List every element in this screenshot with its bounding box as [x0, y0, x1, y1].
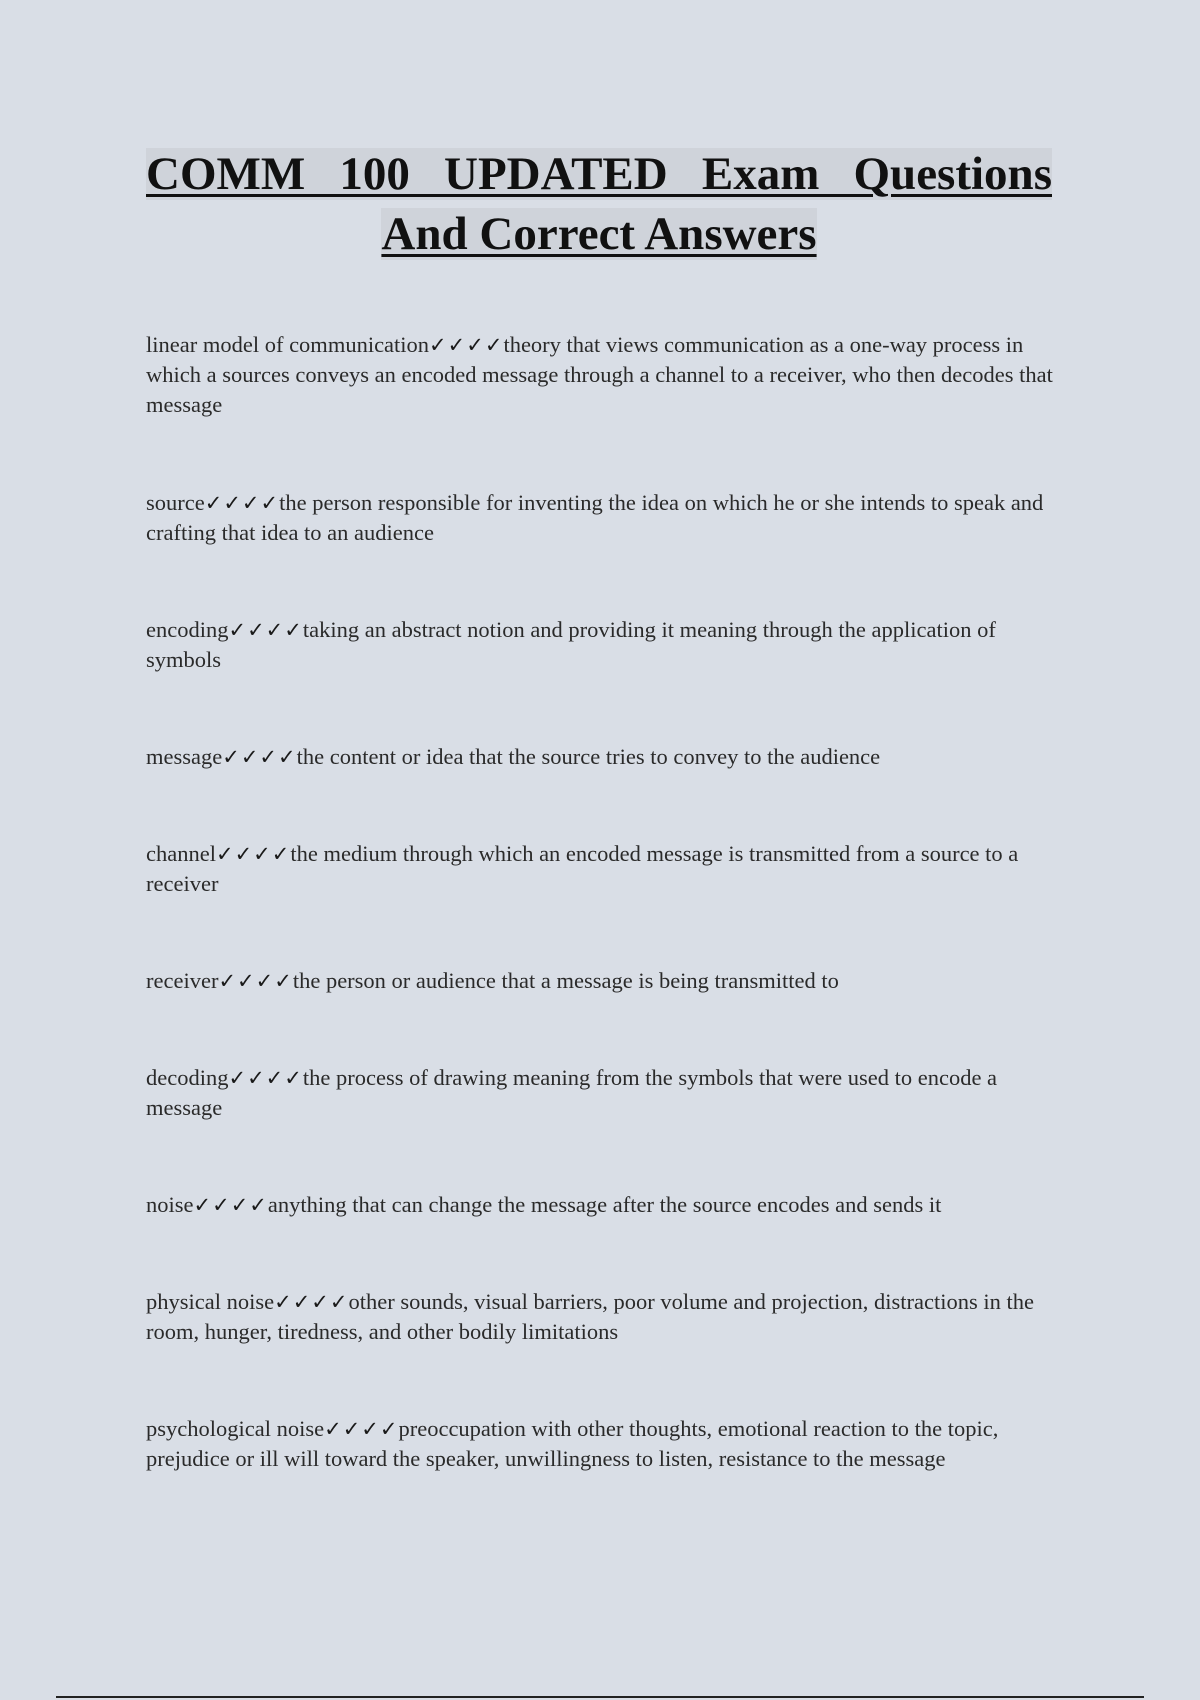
- list-item: [146, 615, 1056, 675]
- entry-term: channel: [146, 841, 216, 866]
- entry-definition: the person or audience that a message is being transmitted to: [292, 968, 839, 993]
- checkmarks-icon: ✓✓✓✓: [215, 842, 291, 866]
- checkmarks-icon: ✓✓✓✓: [222, 745, 297, 769]
- entry-definition: the medium through which an encoded message is transmitted from a source to a receiver: [146, 841, 1019, 896]
- list-item: [146, 1063, 1056, 1123]
- list-item: [146, 1414, 1056, 1474]
- entry-term: receiver: [146, 968, 219, 993]
- entry-term: message: [146, 744, 223, 769]
- title-line-2: And Correct Answers: [381, 208, 817, 260]
- checkmarks-icon: ✓✓✓✓: [193, 1193, 268, 1217]
- checkmarks-icon: ✓✓✓✓: [228, 1066, 303, 1090]
- list-item: [146, 1190, 1056, 1220]
- entry-definition: other sounds, visual barriers, poor volume and projection, distractions in the room, hunger, tiredness, and other bodily limitations: [146, 1289, 1034, 1344]
- checkmarks-icon: ✓✓✓✓: [228, 618, 303, 642]
- title-row-1: [146, 144, 1052, 204]
- document-title: [146, 144, 1052, 264]
- title-line-1: COMM 100 UPDATED Exam Questions: [146, 148, 1052, 200]
- list-item: [146, 966, 1056, 996]
- list-item: [146, 330, 1056, 420]
- entry-term: decoding: [146, 1065, 229, 1090]
- entry-term: physical noise: [146, 1289, 275, 1314]
- checkmarks-icon: ✓✓✓✓: [324, 1417, 399, 1441]
- entry-definition: the person responsible for inventing the idea on which he or she intends to speak and crafting that idea to an audience: [146, 490, 1044, 545]
- list-item: [146, 488, 1056, 548]
- checkmarks-icon: ✓✓✓✓: [204, 491, 280, 515]
- list-item: [146, 1287, 1056, 1347]
- entry-term: noise: [146, 1192, 194, 1217]
- entry-term: source: [146, 490, 205, 515]
- checkmarks-icon: ✓✓✓✓: [274, 1290, 349, 1314]
- list-item: [146, 742, 1056, 772]
- list-item: [146, 839, 1056, 899]
- checkmarks-icon: ✓✓✓✓: [429, 333, 504, 357]
- title-row-2: [146, 204, 1052, 264]
- entry-definition: the content or idea that the source tries to convey to the audience: [296, 744, 881, 769]
- entry-term: linear model of communication: [146, 332, 430, 357]
- entry-definition: theory that views communication as a one-way process in which a sources conveys an encoded message through a channel to a receiver, who then decodes that message: [146, 332, 1053, 417]
- entry-definition: taking an abstract notion and providing it meaning through the application of symbols: [146, 617, 996, 672]
- checkmarks-icon: ✓✓✓✓: [218, 969, 293, 993]
- entry-definition: anything that can change the message after the source encodes and sends it: [267, 1192, 942, 1217]
- entry-term: psychological noise: [146, 1416, 325, 1441]
- footer-divider: [56, 1696, 1144, 1698]
- entry-term: encoding: [146, 617, 229, 642]
- entry-definition: preoccupation with other thoughts, emotional reaction to the topic, prejudice or ill will toward the speaker, unwillingness to listen, resistance to the message: [146, 1416, 999, 1471]
- entry-definition: the process of drawing meaning from the symbols that were used to encode a message: [146, 1065, 998, 1120]
